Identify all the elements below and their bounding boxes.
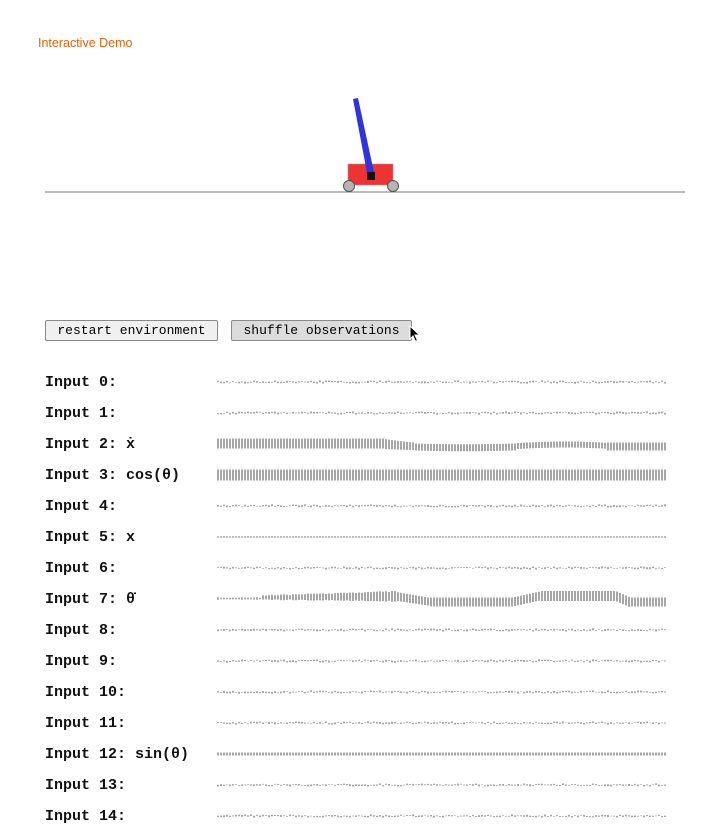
input-label: Input 11:	[45, 715, 127, 732]
input-label: Input 13:	[45, 777, 127, 794]
interactive-demo-link[interactable]: Interactive Demo	[38, 36, 133, 50]
input-label: Input 4:	[45, 498, 118, 515]
mouse-cursor-icon	[409, 325, 421, 343]
pole-pivot	[367, 172, 375, 180]
input-row	[45, 808, 675, 839]
input-label: Input 3: cos(θ)	[45, 467, 181, 484]
input-label: Input 8:	[45, 622, 118, 639]
input-label: Input 14:	[45, 808, 127, 825]
input-label: Input 10:	[45, 684, 127, 701]
input-label: Input 2: ẋ	[45, 436, 136, 453]
restart-environment-button[interactable]: restart environment	[45, 320, 218, 341]
input-label: Input 0:	[45, 374, 118, 391]
cartpole-scene	[0, 0, 720, 300]
input-sparkline	[217, 796, 672, 836]
input-label: Input 1:	[45, 405, 118, 422]
input-label: Input 5: x	[45, 529, 136, 546]
cart-wheel-left	[344, 181, 355, 192]
cart-wheel-right	[388, 181, 399, 192]
input-label: Input 12: sin(θ)	[45, 746, 190, 763]
shuffle-observations-button[interactable]: shuffle observations	[231, 320, 412, 341]
input-label: Input 7: θ̇	[45, 591, 136, 608]
input-label: Input 6:	[45, 560, 118, 577]
input-label: Input 9:	[45, 653, 118, 670]
